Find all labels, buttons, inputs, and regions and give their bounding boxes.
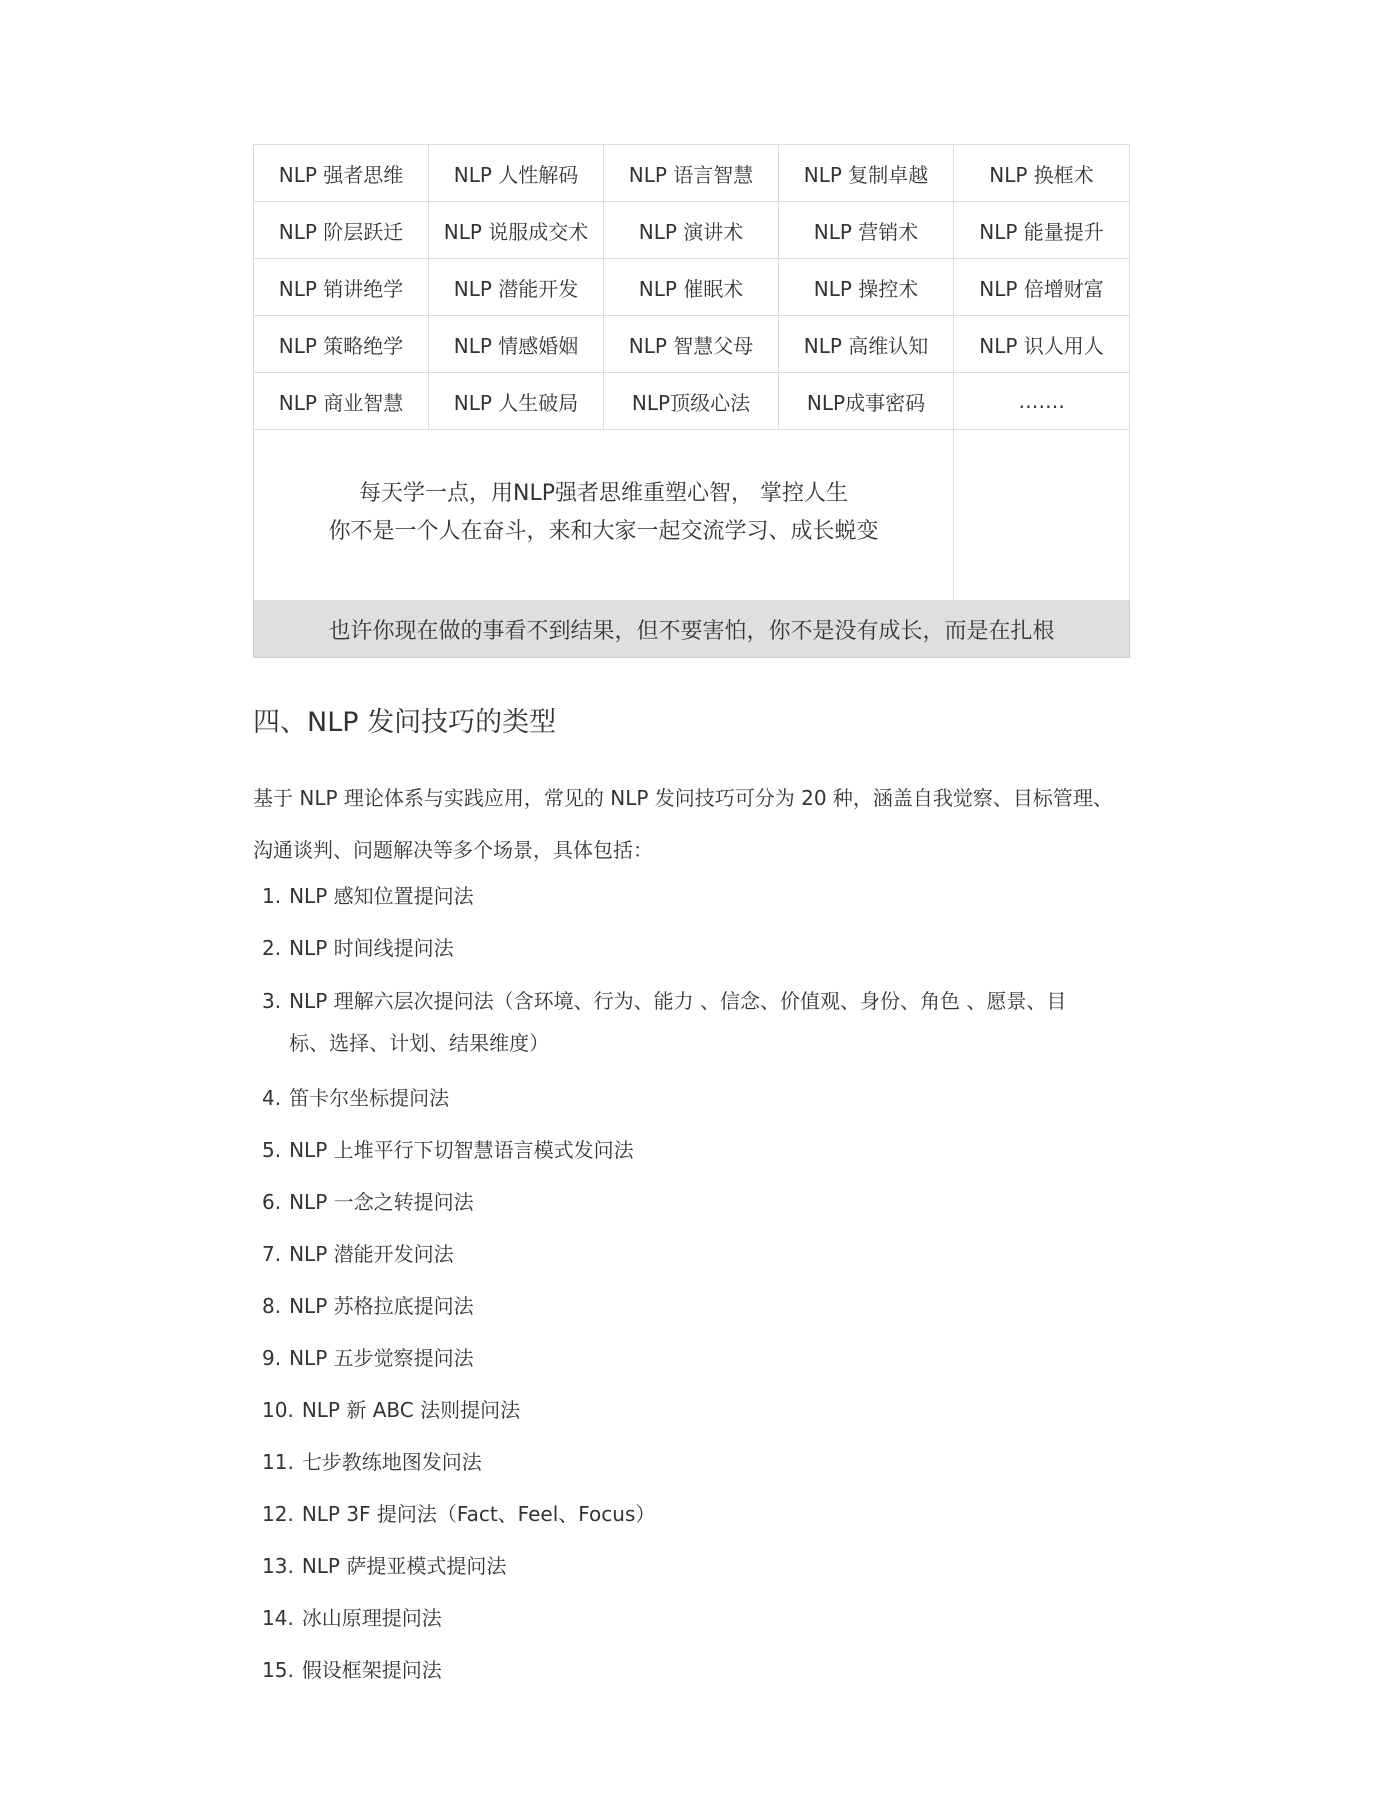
promo-row bbox=[254, 430, 1130, 601]
grid-cell: NLP 语言智慧 bbox=[604, 145, 779, 202]
grid-cell: NLP 演讲术 bbox=[604, 202, 779, 259]
grid-cell: NLP 复制卓越 bbox=[779, 145, 954, 202]
list-item bbox=[262, 1182, 1102, 1222]
item-text: NLP 上堆平行下切智慧语言模式发问法 bbox=[289, 1138, 634, 1162]
item-text: NLP 3F 提问法（Fact、Feel、Focus） bbox=[301, 1502, 656, 1526]
grid-cell: NLP 潜能开发 bbox=[429, 259, 604, 316]
banner-text: 也许你现在做的事看不到结果，但不要害怕，你不是没有成长，而是在扎根 bbox=[254, 601, 1130, 658]
item-number: 10. bbox=[262, 1398, 294, 1422]
grid-cell: NLP 人性解码 bbox=[429, 145, 604, 202]
grid-row bbox=[254, 373, 1130, 430]
item-text: NLP 理解六层次提问法（含环境、行为、能力 、信念、价值观、身份、角色 、愿景、目标、选择、计划、结果维度） bbox=[289, 989, 1067, 1055]
item-number: 7. bbox=[262, 1242, 282, 1266]
list-item bbox=[262, 1650, 1102, 1690]
list-item bbox=[262, 1546, 1102, 1586]
grid-row bbox=[254, 316, 1130, 373]
item-number: 9. bbox=[262, 1346, 282, 1370]
grid-row bbox=[254, 202, 1130, 259]
grid-cell: NLP 强者思维 bbox=[254, 145, 429, 202]
list-item bbox=[262, 1130, 1102, 1170]
grid-cell: NLP成事密码 bbox=[779, 373, 954, 430]
item-number: 2. bbox=[262, 936, 282, 960]
grid-cell: NLP 人生破局 bbox=[429, 373, 604, 430]
grid-cell: NLP 说服成交术 bbox=[429, 202, 604, 259]
grid-row bbox=[254, 259, 1130, 316]
list-item bbox=[262, 1442, 1102, 1482]
item-number: 6. bbox=[262, 1190, 282, 1214]
item-text: NLP 新 ABC 法则提问法 bbox=[301, 1398, 521, 1422]
grid-cell: NLP 营销术 bbox=[779, 202, 954, 259]
technique-list bbox=[262, 876, 1102, 1702]
grid-cell: NLP 销讲绝学 bbox=[254, 259, 429, 316]
list-item bbox=[262, 876, 1102, 916]
grid-cell: NLP 换框术 bbox=[954, 145, 1130, 202]
grid-cell: NLP 阶层跃迁 bbox=[254, 202, 429, 259]
course-grid bbox=[253, 144, 1130, 658]
list-item bbox=[262, 1234, 1102, 1274]
promo-line: 每天学一点，用NLP强者思维重塑心智， 掌控人生 bbox=[359, 481, 848, 506]
list-item bbox=[262, 980, 1102, 1064]
item-text: 假设框架提问法 bbox=[301, 1658, 442, 1682]
section-heading: 四、NLP 发问技巧的类型 bbox=[253, 707, 557, 738]
list-item bbox=[262, 1390, 1102, 1430]
item-text: NLP 时间线提问法 bbox=[289, 936, 454, 960]
item-number: 8. bbox=[262, 1294, 282, 1318]
list-item bbox=[262, 1598, 1102, 1638]
grid-cell: NLP 策略绝学 bbox=[254, 316, 429, 373]
list-item bbox=[262, 1286, 1102, 1326]
grid-cell: NLP 催眠术 bbox=[604, 259, 779, 316]
promo-line: 你不是一个人在奋斗，来和大家一起交流学习、成长蜕变 bbox=[328, 519, 879, 544]
item-text: NLP 萨提亚模式提问法 bbox=[301, 1554, 507, 1578]
grid-cell: NLP 能量提升 bbox=[954, 202, 1130, 259]
banner-row bbox=[254, 601, 1130, 658]
item-text: 笛卡尔坐标提问法 bbox=[289, 1086, 450, 1110]
item-number: 1. bbox=[262, 884, 282, 908]
grid-cell: NLP 高维认知 bbox=[779, 316, 954, 373]
item-number: 12. bbox=[262, 1502, 294, 1526]
section-intro: 基于 NLP 理论体系与实践应用，常见的 NLP 发问技巧可分为 20 种，涵盖自我觉察、目标管理、沟通谈判、问题解决等多个场景，具体包括： bbox=[253, 786, 1113, 862]
item-number: 14. bbox=[262, 1606, 294, 1630]
item-number: 11. bbox=[262, 1450, 294, 1474]
promo-cell bbox=[254, 430, 954, 601]
item-number: 3. bbox=[262, 989, 282, 1013]
grid-cell: NLP 识人用人 bbox=[954, 316, 1130, 373]
grid-cell: NLP 操控术 bbox=[779, 259, 954, 316]
grid-cell: ……. bbox=[954, 373, 1130, 430]
item-number: 15. bbox=[262, 1658, 294, 1682]
list-item bbox=[262, 928, 1102, 968]
item-text: NLP 感知位置提问法 bbox=[289, 884, 474, 908]
item-number: 4. bbox=[262, 1086, 282, 1110]
item-text: 冰山原理提问法 bbox=[301, 1606, 442, 1630]
item-number: 13. bbox=[262, 1554, 294, 1578]
empty-cell bbox=[954, 430, 1130, 601]
grid-row bbox=[254, 145, 1130, 202]
item-text: 七步教练地图发问法 bbox=[301, 1450, 482, 1474]
grid-cell: NLP 智慧父母 bbox=[604, 316, 779, 373]
list-item bbox=[262, 1078, 1102, 1118]
item-text: NLP 苏格拉底提问法 bbox=[289, 1294, 474, 1318]
item-text: NLP 潜能开发问法 bbox=[289, 1242, 454, 1266]
item-number: 5. bbox=[262, 1138, 282, 1162]
grid-cell: NLP顶级心法 bbox=[604, 373, 779, 430]
item-text: NLP 五步觉察提问法 bbox=[289, 1346, 474, 1370]
grid-cell: NLP 商业智慧 bbox=[254, 373, 429, 430]
item-text: NLP 一念之转提问法 bbox=[289, 1190, 474, 1214]
grid-cell: NLP 情感婚姻 bbox=[429, 316, 604, 373]
list-item bbox=[262, 1494, 1102, 1534]
grid-cell: NLP 倍增财富 bbox=[954, 259, 1130, 316]
list-item bbox=[262, 1338, 1102, 1378]
